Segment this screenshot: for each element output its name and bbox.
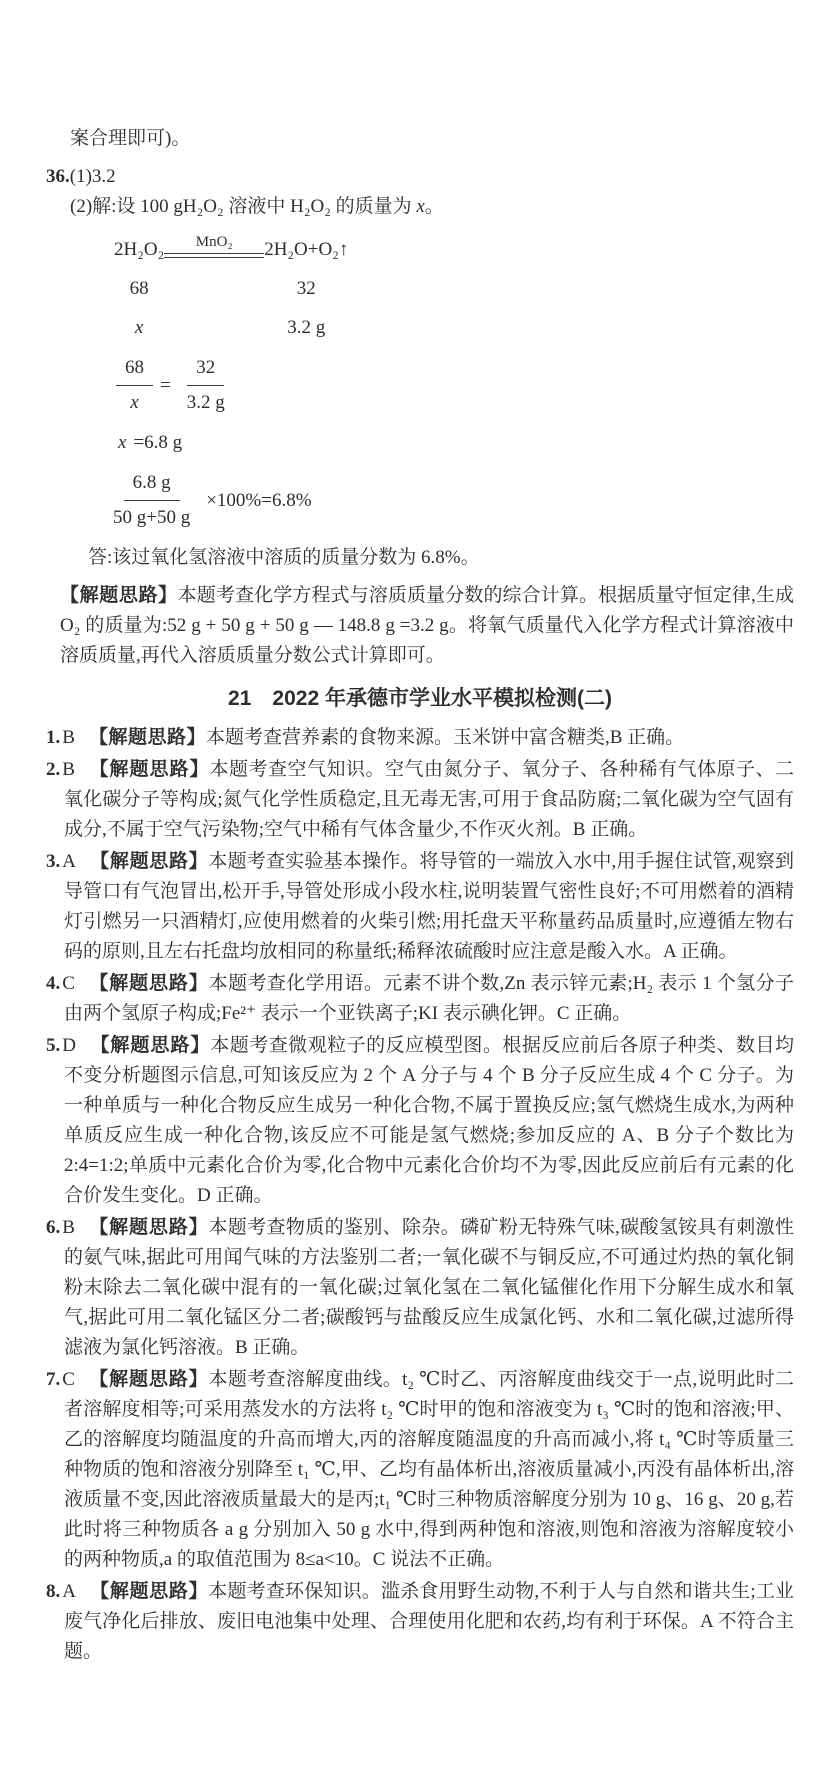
answer-item-7 — [46, 1365, 794, 1575]
part2-lead-text: (2)解:设 100 gH₂O₂ 溶液中 H₂O₂ 的质量为 — [70, 196, 417, 217]
item-answer-letter: B — [62, 727, 75, 748]
answer-item-4 — [46, 969, 794, 1029]
item-answer-letter: C — [62, 1369, 75, 1390]
part2-end-punct: 。 — [424, 196, 444, 217]
proportion-equation — [116, 353, 794, 418]
question-36-line — [46, 162, 794, 192]
item-analysis-text: 本题考查物质的鉴别、除杂。磷矿粉无特殊气味,碳酸氢铵具有刺激性的氨气味,据此可用闻气味的方法鉴别二者;一氧化碳不与铜反应,不可通过灼热的氧化铜粉末除去二氧化碳中混有的一氧化碳;过氧化氢在二氧化锰催化作用下分解生成水和氧气,据此可用二氧化锰区分二者;碳酸钙与盐酸反应生成氯化钙、水和二氧化碳,过滤所得滤液为氯化钙溶液。B 正确。 — [64, 1217, 794, 1358]
answer-item-3 — [46, 847, 794, 967]
analysis-label: 【解题思路】 — [88, 727, 206, 748]
fraction-left-denominator: x — [130, 392, 139, 413]
solution-value: =6.8 g — [133, 432, 183, 453]
analysis-label: 【解题思路】 — [88, 1217, 209, 1238]
item-analysis-text: 本题考查实验基本操作。将导管的一端放入水中,用手握住试管,观察到导管口有气泡冒出,松开手,导管处形成小段水柱,说明装置气密性良好;不可用燃着的酒精灯引燃另一只酒精灯,应使用燃着的火柴引燃;用托盘天平称量药品质量时,应遵循左物右码的原则,且左右托盘均放相同的称量纸;稀释浓硫酸时应注意是酸入水。A 正确。 — [64, 851, 794, 962]
analysis-label: 【解题思路】 — [89, 1581, 209, 1602]
equation-products: 2H₂O+O₂↑ — [264, 239, 349, 260]
question-36-part2-setup — [70, 192, 794, 222]
item-answer-letter: D — [62, 1035, 76, 1056]
analysis-label: 【解题思路】 — [89, 851, 209, 872]
item-number: 4. — [46, 973, 61, 994]
fraction-left-numerator: 68 — [116, 353, 153, 386]
analysis-paragraph-36 — [60, 581, 794, 671]
item-answer-letter: A — [62, 1581, 76, 1602]
mass-fraction-fraction — [104, 468, 199, 533]
item-analysis-text: 本题考查营养素的食物来源。玉米饼中富含糖类,B 正确。 — [205, 727, 685, 748]
item-number: 6. — [46, 1217, 61, 1238]
chemical-equation-block — [114, 234, 794, 343]
item-answer-letter: B — [62, 759, 75, 780]
item-number: 2. — [46, 759, 61, 780]
answer-item-5 — [46, 1031, 794, 1211]
part2-variable-x: x — [416, 196, 425, 217]
item-analysis-text: 本题考查微观粒子的反应模型图。根据反应前后各原子种类、数目均不变分析题图示信息,可知该反应为 2 个 A 分子与 4 个 B 分子反应生成 4 个 C 分子。为一种单质与一种化合物反应生成另一种化合物,不属于置换反应;氢气燃烧生成水,为两种单质反应生成一种化合物,该反应不可能是氢气燃烧;参加反应的 A、B 分子个数比为 2:4=1:2;单质中元素化合价为零,化合物中元素化合价均不为零,因此反应前后有元素的化合价发生变化。D 正确。 — [64, 1035, 794, 1206]
question-36-part1: (1)3.2 — [69, 166, 116, 187]
solution-variable: x — [118, 432, 127, 453]
question-36-number: 36. — [46, 166, 70, 187]
double-equals-line — [164, 253, 264, 258]
analysis-text: 本题考查化学方程式与溶质质量分数的综合计算。根据质量守恒定律,生成 O₂ 的质量为:52 g + 50 g + 50 g — 148.8 g =3.2 g。将氧气质量代入化学方程式计算溶液中溶质质量,再代入溶质质量分数公式计算即可。 — [60, 585, 794, 666]
fraction-right-numerator: 32 — [187, 353, 224, 386]
molar-mass-right: 32 — [296, 278, 316, 299]
section-title: 21 2022 年承德市学业水平模拟检测(二) — [228, 687, 612, 710]
catalyst-label: MnO₂ — [195, 234, 233, 250]
analysis-label: 【解题思路】 — [89, 1035, 211, 1056]
given-mass: 3.2 g — [287, 317, 326, 338]
item-number: 5. — [46, 1035, 61, 1056]
mass-fraction-result: ×100%=6.8% — [206, 489, 312, 511]
fraction-right — [178, 353, 234, 418]
item-analysis-text: 本题考查环保知识。滥杀食用野生动物,不利于人与自然和谐共生;工业废气净化后排放、废旧电池集中处理、合理使用化肥和农药,均有利于环保。A 不符合主题。 — [64, 1581, 794, 1662]
fraction-left — [116, 353, 153, 418]
molar-mass-left: 68 — [129, 278, 149, 299]
item-number: 1. — [46, 727, 61, 748]
item-answer-letter: C — [62, 973, 75, 994]
answer-item-2 — [46, 755, 794, 845]
item-analysis-text: 本题考查化学用语。元素不讲个数,Zn 表示锌元素;H₂ 表示 1 个氢分子由两个氢原子构成;Fe²⁺ 表示一个亚铁离子;KI 表示碘化钾。C 正确。 — [64, 973, 794, 1024]
item-answer-letter: A — [62, 851, 76, 872]
previous-answer-tail: 案合理即可)。 — [70, 128, 191, 149]
answer-item-1 — [46, 723, 794, 753]
mass-fraction-calculation — [104, 468, 794, 533]
mass-fraction-numerator: 6.8 g — [124, 468, 180, 501]
solution-x-line — [118, 428, 794, 458]
analysis-label: 【解题思路】 — [88, 973, 209, 994]
item-analysis-text: 本题考查空气知识。空气由氮分子、氧分子、各种稀有气体原子、二氧化碳分子等构成;氮气化学性质稳定,且无毒无害,可用于食品防腐;二氧化碳为空气固有成分,不属于空气污染物;空气中稀有气体含量少,不作灭火剂。B 正确。 — [64, 759, 794, 840]
answer-item-8 — [46, 1577, 794, 1667]
answer-item-6 — [46, 1213, 794, 1363]
analysis-label: 【解题思路】 — [88, 759, 210, 780]
item-number: 7. — [46, 1369, 61, 1390]
equals-sign: = — [160, 374, 171, 396]
catalyst-over-equals — [164, 234, 264, 258]
unknown-mass-x: x — [134, 317, 144, 338]
item-number: 8. — [46, 1581, 61, 1602]
item-number: 3. — [46, 851, 61, 872]
equation-reactant: 2H₂O₂ — [114, 239, 165, 260]
mass-fraction-denominator: 50 g+50 g — [113, 507, 191, 528]
analysis-label: 【解题思路】 — [88, 1369, 209, 1390]
item-answer-letter: B — [62, 1217, 75, 1238]
analysis-label: 【解题思路】 — [60, 585, 178, 606]
item-analysis-text: 本题考查溶解度曲线。t₂ ℃时乙、丙溶解度曲线交于一点,说明此时二者溶解度相等;可采用蒸发水的方法将 t₂ ℃时甲的饱和溶液变为 t₃ ℃时的饱和溶液;甲、乙的溶解度均随温度的升高而增大,丙的溶解度随温度的升高而减小,将 t₄ ℃时等质量三种物质的饱和溶液分别降至 t₁ ℃,甲、乙均有晶体析出,溶液质量减小,丙没有晶体析出,溶液质量不变,因此溶液质量最大的是丙;t₁ ℃时三种物质溶解度分别为 10 g、16 g、20 g,若此时将三种物质各 a g 分别加入 50 g 水中,得到两种饱和溶液,则饱和溶液为溶解度较小的两种物质,a 的取值范围为 8≤a<10。C 说法不正确。 — [64, 1369, 794, 1570]
answer-statement: 答:该过氧化氢溶液中溶质的质量分数为 6.8%。 — [88, 547, 480, 568]
fraction-right-denominator: 3.2 g — [186, 392, 225, 413]
